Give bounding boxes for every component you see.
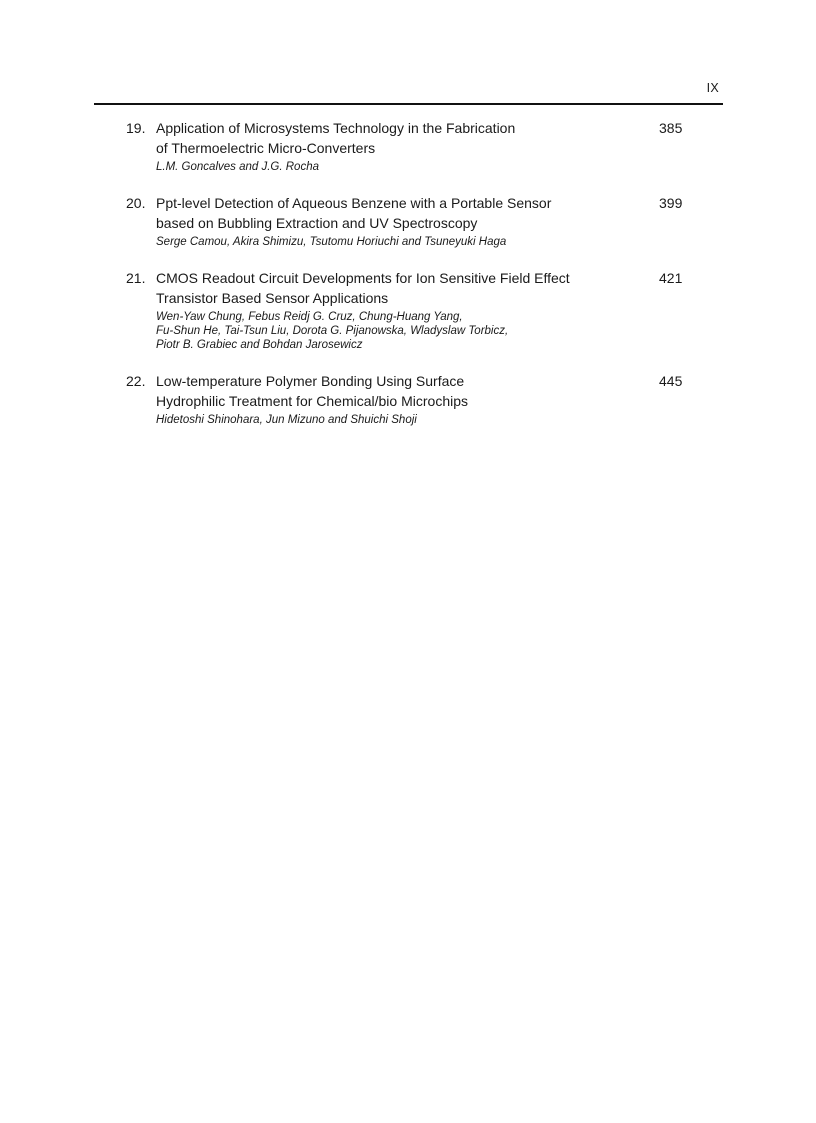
entry-title-line: Hydrophilic Treatment for Chemical/bio Microchips — [156, 393, 468, 409]
entry-author-line: Wen-Yaw Chung, Febus Reidj G. Cruz, Chung-Huang Yang, — [156, 311, 463, 323]
entry-title-line: based on Bubbling Extraction and UV Spectroscopy — [156, 215, 478, 231]
entry-title-line: Low-temperature Polymer Bonding Using Surface — [156, 373, 465, 389]
entry-authors — [156, 413, 636, 427]
entry-author-line: Piotr B. Grabiec and Bohdan Jarosewicz — [156, 339, 363, 351]
page-number: IX — [706, 81, 719, 95]
header-rule — [94, 103, 723, 105]
toc-entry-21[interactable] — [0, 268, 816, 352]
entry-author-line: L.M. Goncalves and J.G. Rocha — [156, 161, 319, 173]
entry-title-line: of Thermoelectric Micro-Converters — [156, 140, 376, 156]
entry-title-line: Transistor Based Sensor Applications — [156, 290, 389, 306]
entry-body — [156, 193, 636, 249]
entry-author-line: Hidetoshi Shinohara, Jun Mizuno and Shuichi Shoji — [156, 414, 417, 426]
toc-entry-19[interactable] — [0, 118, 816, 174]
table-of-contents — [0, 118, 816, 446]
toc-entry-20[interactable] — [0, 193, 816, 249]
entry-page-number: 445 — [659, 373, 683, 389]
entry-body — [156, 268, 636, 352]
entry-page-number: 399 — [659, 195, 683, 211]
entry-title-line: Application of Microsystems Technology in the Fabrication — [156, 120, 516, 136]
entry-number: 22. — [126, 373, 146, 389]
entry-authors — [156, 310, 636, 352]
entry-number: 20. — [126, 195, 146, 211]
entry-body — [156, 371, 636, 427]
entry-number: 19. — [126, 120, 146, 136]
entry-author-line: Serge Camou, Akira Shimizu, Tsutomu Horiuchi and Tsuneyuki Haga — [156, 236, 507, 248]
entry-authors — [156, 160, 636, 174]
entry-number: 21. — [126, 270, 146, 286]
entry-authors — [156, 235, 636, 249]
entry-author-line: Fu-Shun He, Tai-Tsun Liu, Dorota G. Pijanowska, Wladyslaw Torbicz, — [156, 325, 509, 337]
toc-entry-22[interactable] — [0, 371, 816, 427]
entry-page-number: 421 — [659, 270, 683, 286]
entry-title-line: CMOS Readout Circuit Developments for Ion Sensitive Field Effect — [156, 270, 570, 286]
entry-title-line: Ppt-level Detection of Aqueous Benzene with a Portable Sensor — [156, 195, 552, 211]
entry-page-number: 385 — [659, 120, 683, 136]
entry-body — [156, 118, 636, 174]
